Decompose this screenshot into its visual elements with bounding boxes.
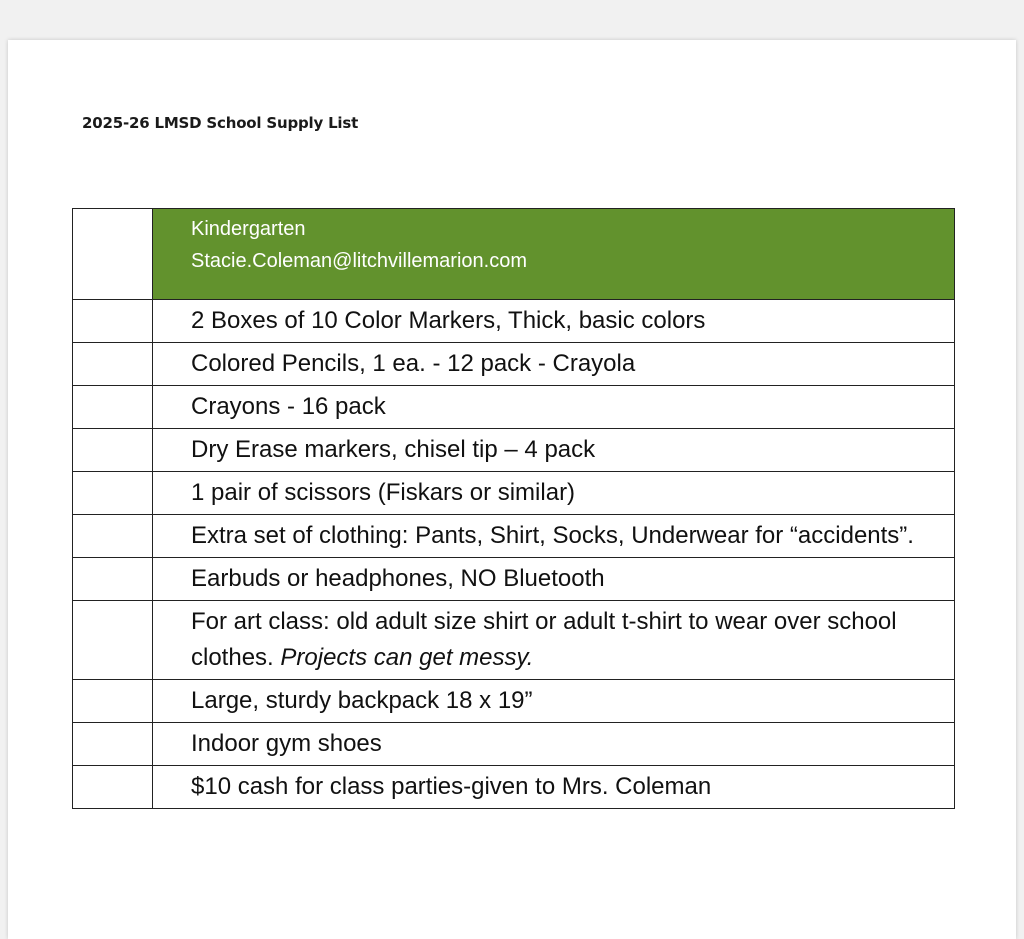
blank-cell	[73, 386, 153, 429]
supply-item: $10 cash for class parties-given to Mrs. Coleman	[153, 766, 955, 809]
supply-item: 2 Boxes of 10 Color Markers, Thick, basic colors	[153, 300, 955, 343]
supply-item: 1 pair of scissors (Fiskars or similar)	[153, 472, 955, 515]
teacher-email: Stacie.Coleman@litchvillemarion.com	[191, 250, 527, 272]
supply-item-text: For art class: old adult size shirt or adult t-shirt to wear over school clothes.	[191, 608, 897, 671]
supply-item: Earbuds or headphones, NO Bluetooth	[153, 558, 955, 601]
blank-cell	[73, 429, 153, 472]
supply-item: Dry Erase markers, chisel tip – 4 pack	[153, 429, 955, 472]
supply-item: Crayons - 16 pack	[153, 386, 955, 429]
supply-list-table	[72, 208, 955, 809]
supply-item	[153, 601, 955, 680]
supply-item: Colored Pencils, 1 ea. - 12 pack - Crayola	[153, 343, 955, 386]
supply-item: Extra set of clothing: Pants, Shirt, Socks, Underwear for “accidents”.	[153, 515, 955, 558]
table-row	[73, 343, 955, 386]
blank-cell	[73, 558, 153, 601]
blank-cell	[73, 601, 153, 680]
table-row	[73, 300, 955, 343]
blank-cell	[73, 766, 153, 809]
table-row	[73, 429, 955, 472]
table-row	[73, 680, 955, 723]
supply-item-note: Projects can get messy.	[280, 644, 534, 671]
supply-item: Indoor gym shoes	[153, 723, 955, 766]
table-header-row	[73, 209, 955, 300]
blank-cell	[73, 680, 153, 723]
blank-cell	[73, 723, 153, 766]
blank-cell	[73, 300, 153, 343]
document-title: 2025-26 LMSD School Supply List	[82, 114, 359, 132]
blank-cell	[73, 515, 153, 558]
blank-cell	[73, 209, 153, 300]
document-page	[8, 40, 1016, 939]
table-row	[73, 515, 955, 558]
grade-label: Kindergarten	[191, 218, 306, 240]
blank-cell	[73, 472, 153, 515]
supply-item: Large, sturdy backpack 18 x 19”	[153, 680, 955, 723]
blank-cell	[73, 343, 153, 386]
table-row	[73, 472, 955, 515]
table-row	[73, 558, 955, 601]
table-row	[73, 766, 955, 809]
table-row	[73, 601, 955, 680]
table-row	[73, 386, 955, 429]
header-cell	[153, 209, 955, 300]
table-row	[73, 723, 955, 766]
